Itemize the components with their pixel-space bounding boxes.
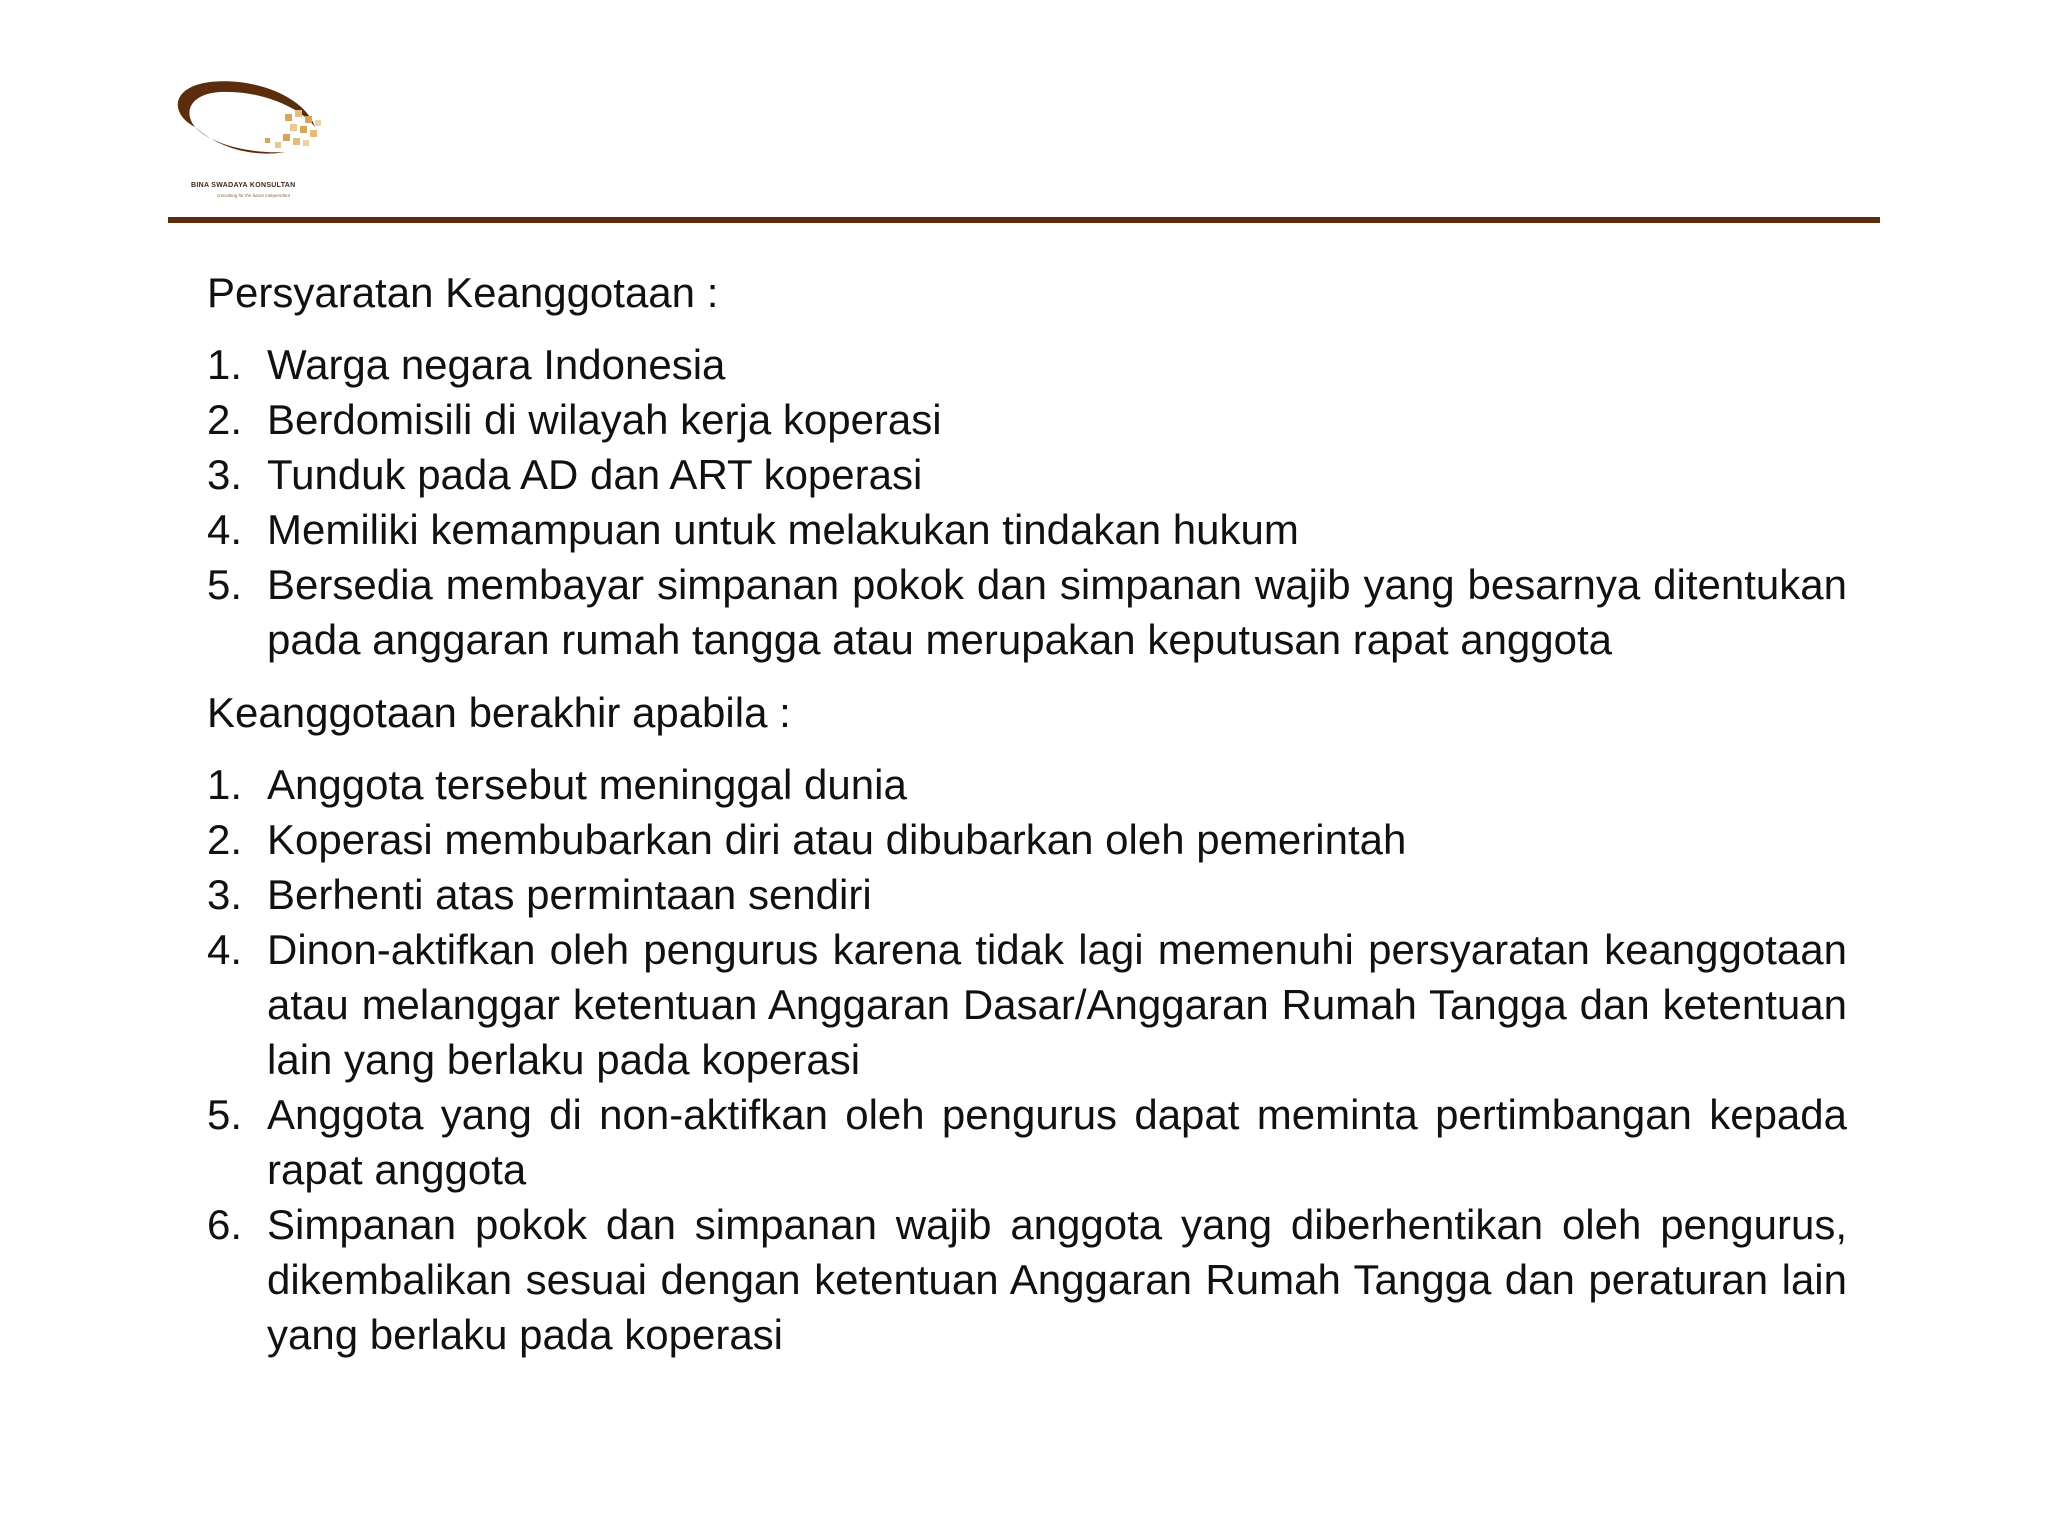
list-number: 3. (207, 451, 243, 498)
list-text: Berhenti atas permintaan sendiri (267, 871, 872, 918)
list-item (207, 392, 1847, 447)
list-text: Simpanan pokok dan simpanan wajib anggota yang diberhentikan oleh pengurus, dikembalikan sesuai dengan ketentuan Anggaran Rumah Tangga dan peraturan lain yang berlaku pada koperasi (267, 1201, 1847, 1358)
list-text: Warga negara Indonesia (267, 341, 726, 388)
list-number: 6. (207, 1201, 243, 1248)
list-text: Anggota tersebut meninggal dunia (267, 761, 907, 808)
logo-company-name: BINA SWADAYA KONSULTAN (191, 182, 296, 189)
list-number: 3. (207, 871, 243, 918)
list-item (207, 1197, 1847, 1362)
list-item (207, 1087, 1847, 1197)
section-title-membership-termination: Keanggotaan berakhir apabila : (207, 689, 791, 736)
list-number: 2. (207, 396, 243, 443)
list-text: Berdomisili di wilayah kerja koperasi (267, 396, 942, 443)
list-text: Tunduk pada AD dan ART koperasi (267, 451, 923, 498)
list-text: Dinon-aktifkan oleh pengurus karena tidak lagi memenuhi persyaratan keanggotaan atau melanggar ketentuan Anggaran Dasar/Anggaran Rumah Tangga dan ketentuan lain yang berlaku pada koperasi (267, 926, 1847, 1083)
logo-swoosh-graphic (165, 72, 340, 182)
list-text: Koperasi membubarkan diri atau dibubarkan oleh pemerintah (267, 816, 1407, 863)
list-number: 1. (207, 761, 243, 808)
list-item (207, 557, 1847, 667)
list-text: Memiliki kemampuan untuk melakukan tindakan hukum (267, 506, 1299, 553)
list-text: Anggota yang di non-aktifkan oleh pengurus dapat meminta pertimbangan kepada rapat anggota (267, 1091, 1847, 1193)
list-text: Bersedia membayar simpanan pokok dan simpanan wajib yang besarnya ditentukan pada anggaran rumah tangga atau merupakan keputusan rapat anggota (267, 561, 1847, 663)
logo-tagline: consulting for the future independent (217, 193, 291, 198)
membership-termination-list (207, 757, 1847, 1362)
list-item (207, 757, 1847, 812)
list-number: 1. (207, 341, 243, 388)
list-number: 5. (207, 561, 243, 608)
list-item (207, 922, 1847, 1087)
list-item (207, 447, 1847, 502)
list-item (207, 867, 1847, 922)
list-item (207, 337, 1847, 392)
list-number: 4. (207, 506, 243, 553)
slide-content (207, 265, 1847, 1380)
list-number: 4. (207, 926, 243, 973)
header-divider (168, 217, 1880, 223)
list-item (207, 812, 1847, 867)
section-title-membership-requirements: Persyaratan Keanggotaan : (207, 269, 719, 316)
list-number: 5. (207, 1091, 243, 1138)
list-item (207, 502, 1847, 557)
membership-requirements-list (207, 337, 1847, 667)
company-logo (165, 72, 340, 212)
list-number: 2. (207, 816, 243, 863)
